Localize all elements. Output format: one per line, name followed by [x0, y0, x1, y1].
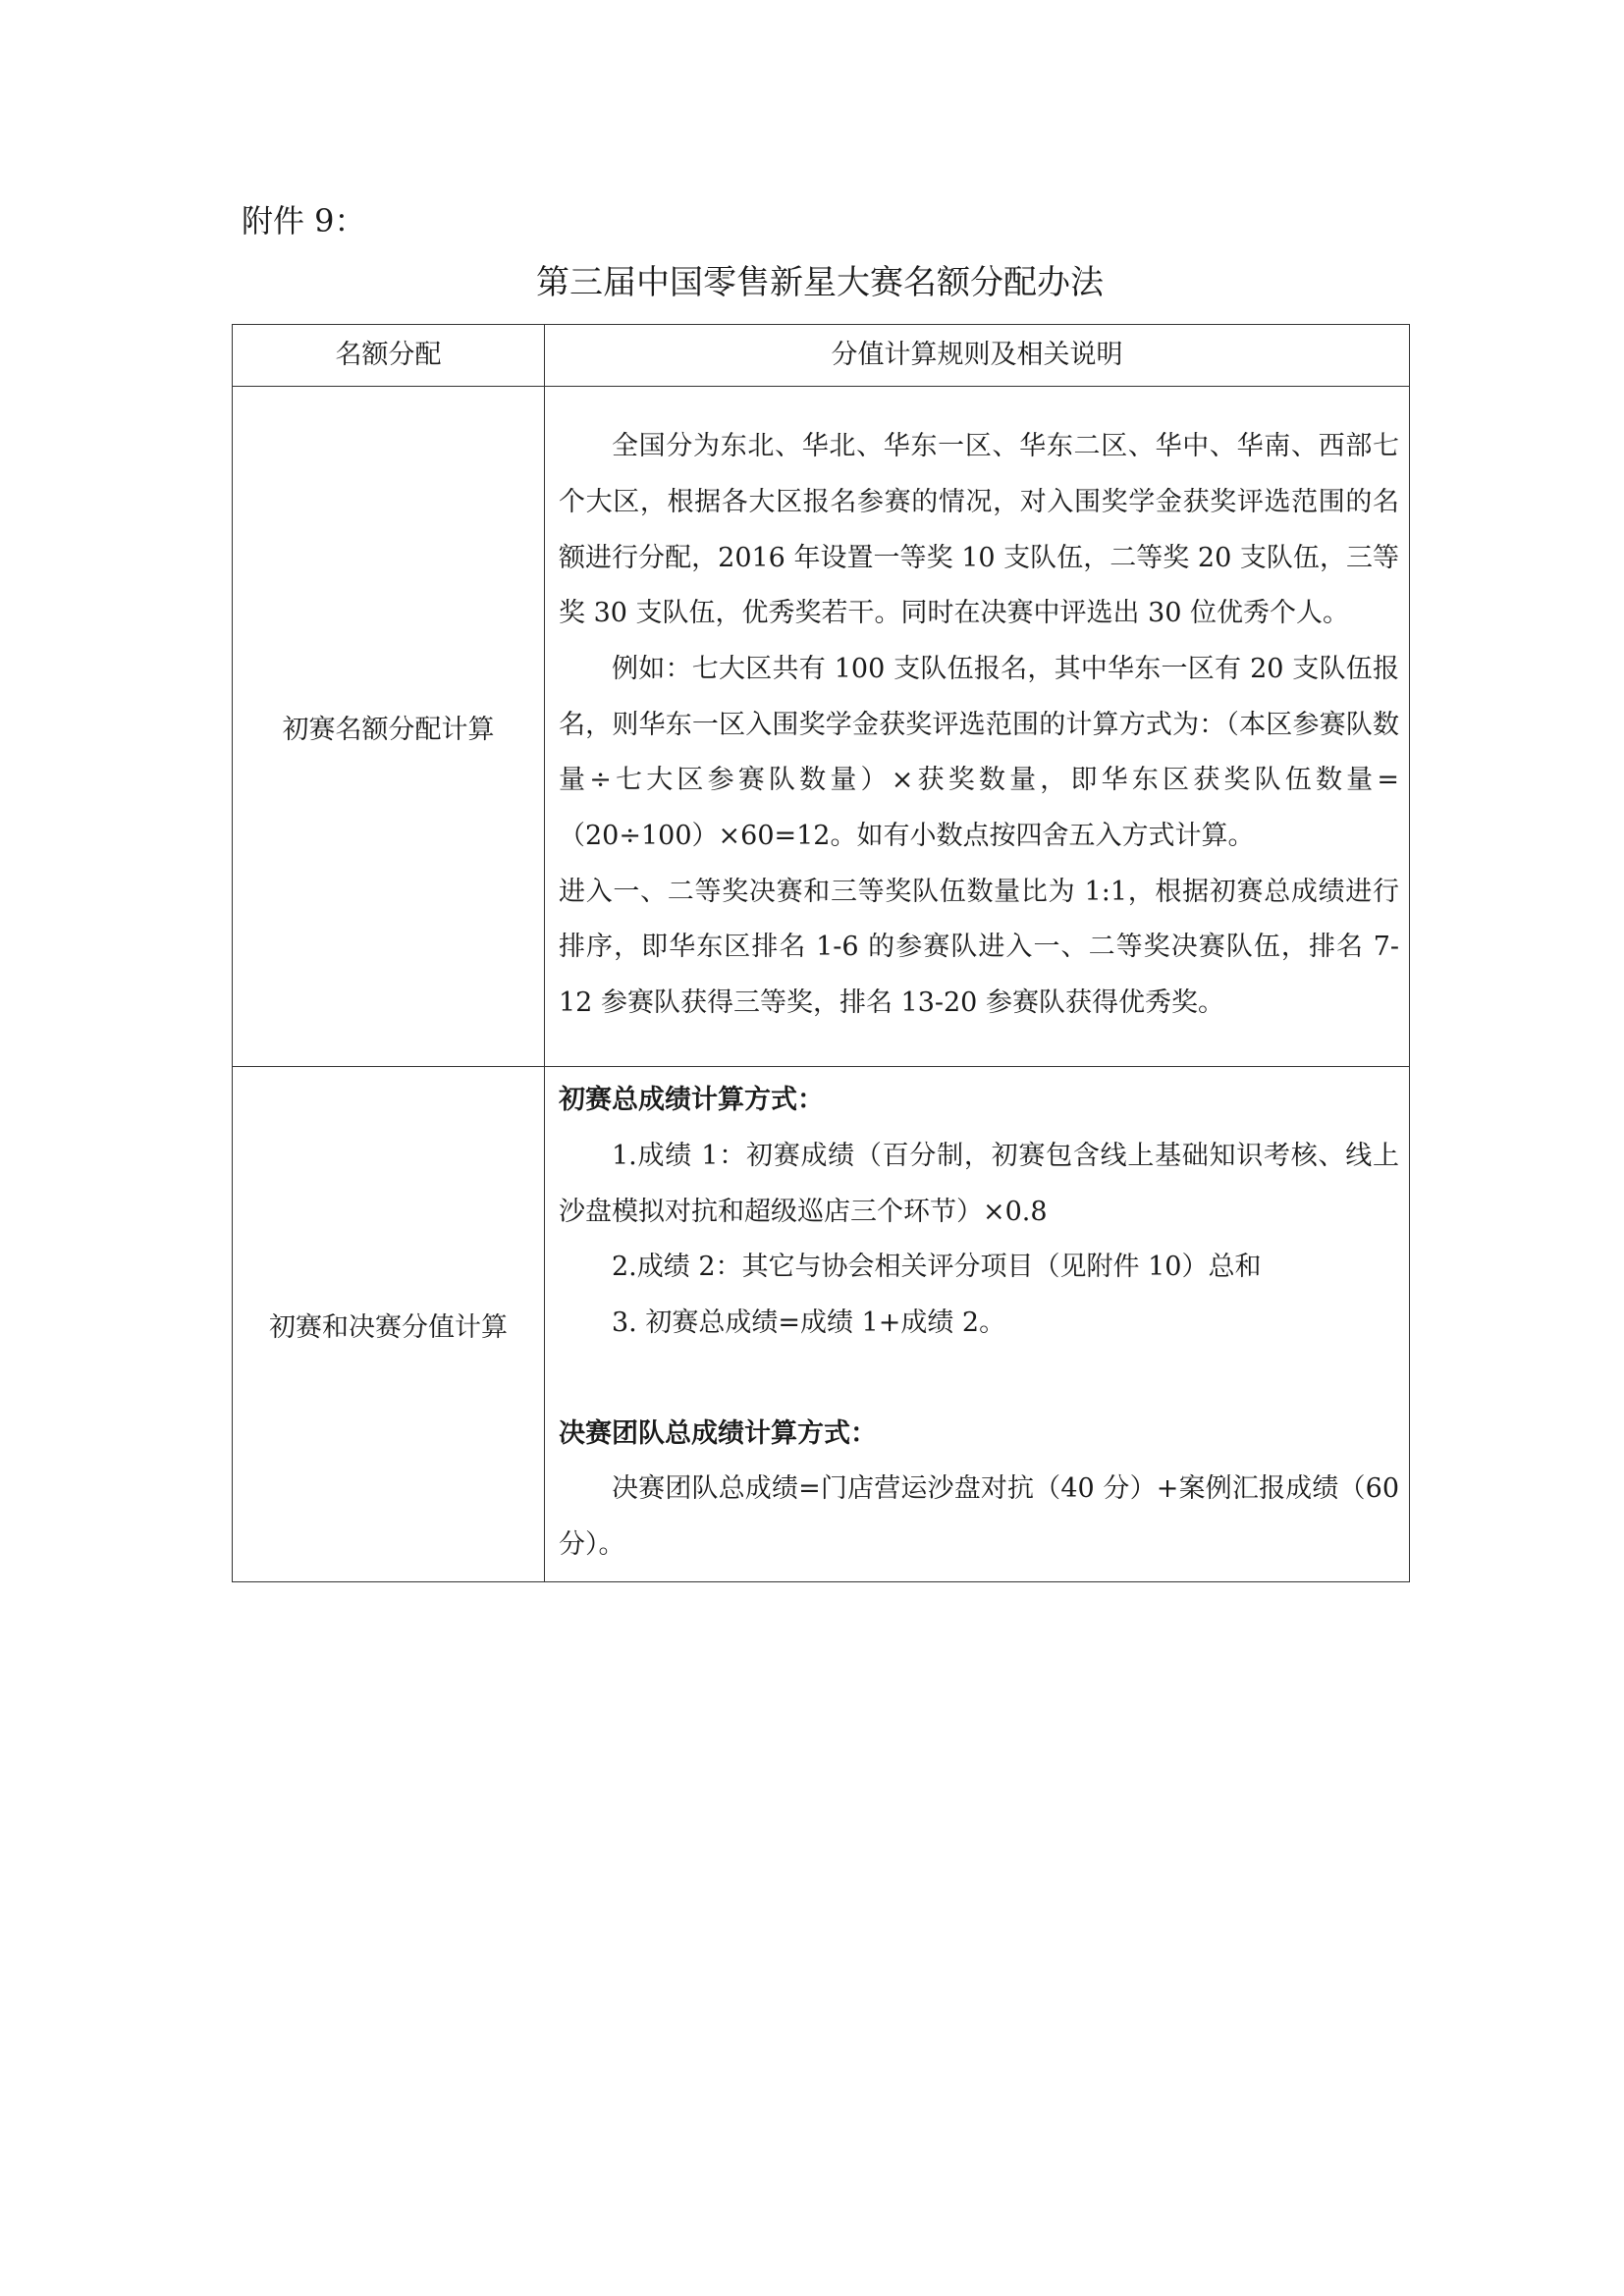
final-heading: 决赛团队总成绩计算方式：: [559, 1417, 877, 1449]
prelim-item-1: 1.成绩 1：初赛成绩（百分制，初赛包含线上基础知识考核、线上沙盘模拟对抗和超级巡店三个环节）×0.8: [559, 1140, 1399, 1227]
attachment-label: 附件 9：: [242, 202, 366, 240]
row-content-prelim-quota: [545, 387, 1410, 1067]
spacer: [559, 1352, 1399, 1407]
prelim-item-2: 2.成绩 2：其它与协会相关评分项目（见附件 10）总和: [612, 1252, 1262, 1283]
column-header-rules: 分值计算规则及相关说明: [545, 325, 1410, 387]
document-title: 第三届中国零售新星大赛名额分配办法: [536, 263, 1104, 302]
paragraph-example: 例如：七大区共有 100 支队伍报名，其中华东一区有 20 支队伍报名，则华东一区入围奖学金获奖评选范围的计算方式为：（本区参赛队数量÷七大区参赛队数量）×获奖数量，即华东区获奖队伍数量=（20÷100）×60=12。如有小数点按四舍五入方式计算。: [559, 653, 1399, 852]
column-header-allocation: 名额分配: [233, 325, 545, 387]
prelim-heading: 初赛总成绩计算方式：: [559, 1085, 824, 1116]
table-row: [233, 387, 1410, 1067]
table-header-row: [233, 325, 1410, 387]
final-formula: 决赛团队总成绩=门店营运沙盘对抗（40 分）+案例汇报成绩（60 分）。: [559, 1473, 1399, 1561]
paragraph-ranking: 进入一、二等奖决赛和三等奖队伍数量比为 1:1，根据初赛总成绩进行排序，即华东区排名 1-6 的参赛队进入一、二等奖决赛队伍，排名 7-12 参赛队获得三等奖，排名 13-20 参赛队获得优秀奖。: [559, 876, 1399, 1019]
prelim-item-3: 3. 初赛总成绩=成绩 1+成绩 2。: [612, 1308, 1006, 1338]
row-label-score-calc: 初赛和决赛分值计算: [233, 1067, 545, 1582]
table-row: [233, 1067, 1410, 1582]
row-label-prelim-quota: 初赛名额分配计算: [233, 387, 545, 1067]
allocation-table: [232, 324, 1410, 1582]
row-content-score-calc: [545, 1067, 1410, 1582]
paragraph-regions: 全国分为东北、华北、华东一区、华东二区、华中、华南、西部七个大区，根据各大区报名参赛的情况，对入围奖学金获奖评选范围的名额进行分配，2016 年设置一等奖 10 支队伍，二等奖 20 支队伍，三等奖 30 支队伍，优秀奖若干。同时在决赛中评选出 30 位优秀个人。: [559, 431, 1399, 629]
